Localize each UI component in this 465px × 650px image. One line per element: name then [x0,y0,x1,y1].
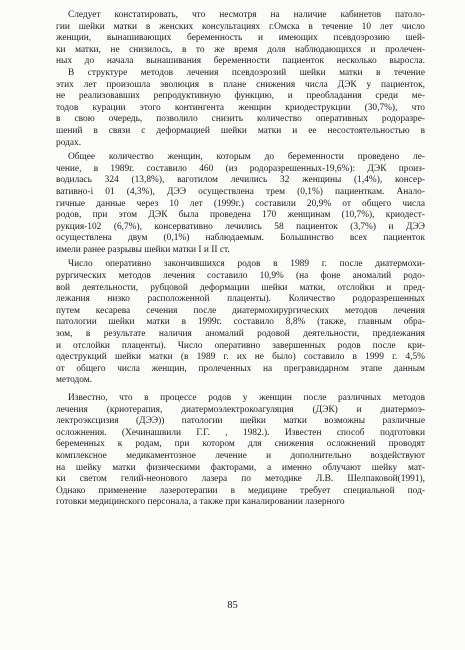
text-line: чение, в 1989г. составило 460 (из родоразрешенных-19,6%): ДЭК произ- [56,163,425,174]
text-line: лежания низко расположенной плаценты). Количество родоразрешенных [56,294,425,305]
text-line: гии шейки матки в женских консультациях г.Омска в течение 10 лет число [56,21,425,32]
paragraph-1 [56,10,425,149]
text-line: имели ранее разрывы шейки матки I и II ст. [56,244,230,255]
text-line: ки матки, не снизилось, в то же время доля наблюдающихся и пролечен- [56,44,425,55]
text-line: не реализовавших репродуктивную функцию, и преобладания среди ме- [56,91,425,102]
text-line: патологии шейки матки в 1999г. составило 8,8% (также, главным обра- [56,317,425,328]
text-line: и отслойки плаценты). Число оперативно завершенных родов после кри- [56,340,425,351]
text-line: беременных к родам, при котором для снижения осложнений проводят [56,439,425,450]
text-line: Однако применение лазеротерапии в медицине требует специальной под- [56,485,425,496]
text-line: этих лет произошла эволюция в плане снижения числа ДЭК у пациенток, [56,79,425,90]
text-line: в свою очередь, позволило снизить количество оперативных родоразре- [56,114,425,125]
text-line: тодов курации этого контингента женщин криодеструкции (30,7%), что [56,102,425,113]
text-line: родах. [56,137,82,148]
text-line: вативно-i 01 (4,3%), ДЭЭ осуществлена трем (0,1%) пациенткам. Анало- [56,186,425,197]
text-line: шений в связи с деформацией шейки матки и ее несостоятельностью в [56,125,425,136]
page-number: 85 [227,600,238,611]
text-line: рургических методов лечения составило 10,9% (на фоне аномалий родо- [56,271,425,282]
text-line: одеструкций шейки матки (в 1989 г. их не было) составило в 1999 г. 4,5% [56,352,425,363]
text-line: Число оперативно закончившихся родов в 1989 г. после диатермохи- [68,259,425,270]
text-line: рукция-102 (6,7%), консервативно лечились 58 пациенток (3,7%) и ДЭЭ [56,221,425,232]
text-line: лектроэксцизия (ДЭЭ)) патологии шейки матки возможны различные [56,416,425,427]
text-line: Известно, что в процессе родов у женщин после различных методов [68,393,425,403]
text-line: родов, при этом ДЭК была проведена 170 женщинам (10,7%), криодест- [56,210,425,221]
text-line: ных до начала вынашивания беременности пациенток несколько выросла. [56,56,425,67]
text-line: от общего числа женщин, пролеченных на прегравидарном этапе данным [56,363,425,374]
text-line: осуществлена двум (0,1%) наблюдаемым. Большинство всех пациенток [56,233,425,244]
text-line: готовки медицинского персонала, а также при каналировании лазерного [56,497,345,508]
text-line: водилась 324 (13,8%), ваготилом лечились 32 женщины (1,4%), консер- [56,175,425,186]
text-line: путем кесарева сечения после диатермохирургических методов лечения [56,305,425,316]
text-line: В структуре методов лечения псевдоэрозий шейки матки в течение [68,67,425,78]
text-line: комплексное медикаментозное лечение и дополнительно воздействуют [56,450,425,461]
text-line: на шейку матки физическими факторами, а именно облучают шейку мат- [56,462,425,473]
text-line: вой деятельности, рубцовой деформации шейки матки, отслойки и пред- [56,282,425,293]
text-line: женщин, вынашивающих беременность и имеющих псевдоэрозию шей- [56,33,425,44]
text-line: Общее количество женщин, которым до беременности проведено ле- [68,152,425,163]
text-line: Следует констатировать, что несмотря на наличие кабинетов патоло- [68,10,425,20]
paragraph-3 [56,259,425,387]
paragraph-4 [56,393,425,509]
text-line: методом. [56,375,93,386]
paragraph-2 [56,152,425,256]
text-line: гичные данные через 10 лет (1999г.) составили 20,9% от общего числа [56,198,425,209]
text-line: лечения (криотерапия, диатермоэлектрокоагуляция (ДЭК) и диатермоэ- [56,404,425,415]
text-line: осложнения. (Хечинашвили Г.Г. , 1982.). Известен способ подготовки [56,427,425,438]
text-line: зом, в результате наличия аномалий родовой деятельности, предлежания [56,329,425,340]
text-line: ки светом гелий-неонового лазера по методике Л.В. Шелпаковой(1991), [56,474,425,485]
